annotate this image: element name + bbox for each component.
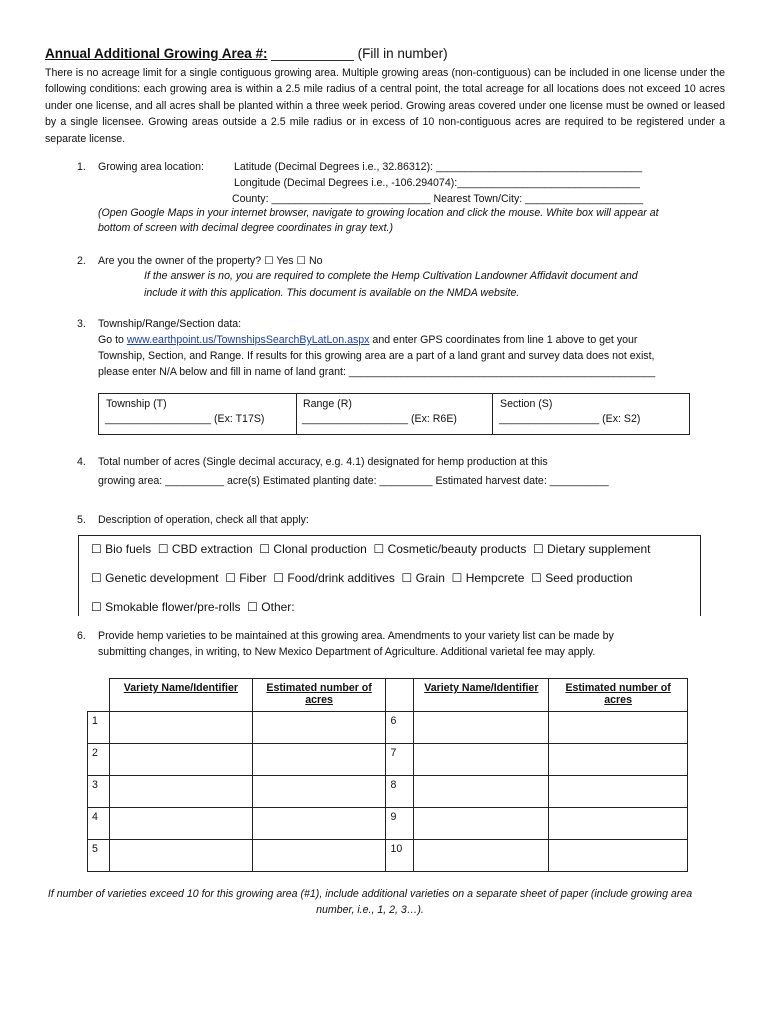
acres-cell[interactable] [549,776,688,808]
variety-cell[interactable] [414,744,549,776]
row-number: 8 [386,776,414,808]
checkbox-dietary-supplement[interactable]: ☐ Dietary supplement [533,542,651,556]
table-row [88,776,688,808]
variety-cell[interactable] [109,776,252,808]
row-number: 3 [88,776,110,808]
variety-cell[interactable] [109,808,252,840]
acres-cell[interactable] [252,744,386,776]
q2-note-line2: include it with this application. This document is available on the NMDA website. [144,287,520,299]
variety-cell[interactable] [109,840,252,872]
variety-cell[interactable] [414,840,549,872]
township-label: Township (T) [106,398,167,410]
checkbox-clonal-production[interactable]: ☐ Clonal production [259,542,367,556]
row-number: 7 [386,744,414,776]
variety-cell[interactable] [414,712,549,744]
row-number: 6 [386,712,414,744]
q6-line2: submitting changes, in writing, to New Mexico Department of Agriculture. Additional varietal fee may apply. [98,646,596,658]
township-field[interactable]: __________________ (Ex: T17S) [105,413,265,425]
checkbox-hempcrete[interactable]: ☐ Hempcrete [451,571,525,585]
q3-line2: Township, Section, and Range. If results for this growing area are a part of a land grant and survey data does not exist, [98,350,655,362]
table-header-row [88,679,688,712]
q3-line1 [98,334,637,346]
variety-table [87,678,688,872]
q3-label: Township/Range/Section data: [98,318,242,330]
q4-number: 4. [77,456,86,468]
county-town-field[interactable]: County: ___________________________ Nearest Town/City: ____________________ [232,193,643,205]
acres-cell[interactable] [549,808,688,840]
checkbox-genetic-development[interactable]: ☐ Genetic development [91,571,219,585]
q1-note-line1: (Open Google Maps in your internet browser, navigate to growing location and click the mouse. White box will appear at [98,207,659,219]
row-number: 9 [386,808,414,840]
acres-cell[interactable] [252,712,386,744]
checkbox-cbd-extraction[interactable]: ☐ CBD extraction [157,542,253,556]
latitude-field[interactable]: Latitude (Decimal Degrees i.e., 32.86312): ___________________________________ [234,161,643,173]
acres-cell[interactable] [252,776,386,808]
q5-number: 5. [77,514,86,526]
q1-number: 1. [77,161,86,173]
variety-cell[interactable] [414,776,549,808]
header-acres-right: Estimated number of acres [549,679,688,712]
intro-paragraph: There is no acreage limit for a single contiguous growing area. Multiple growing areas (non-contiguous) can be included in one license under the following conditions: each growing area is within a 2.5 mile radius of a central point, the total acreage for all locations does not exceed 10 acres under one license, and all acres shall be planted within a three week period. Growing areas covered under one license must be owned or leased by a single licensee. Growing areas outside a 2.5 mile radius or in excess of 10 non-contiguous acres are required to be registered under a separate license. [45,67,725,145]
q3-line1-pre: Go to [98,334,127,346]
acres-cell[interactable] [549,712,688,744]
land-grant-field[interactable]: please enter N/A below and fill in name of land grant: ____________________________________________________ [98,366,656,378]
q2-note-line1: If the answer is no, you are required to complete the Hemp Cultivation Landowner Affidavit document and [144,270,638,282]
table-row [88,840,688,872]
checkbox-cosmetic[interactable]: ☐ Cosmetic/beauty products [373,542,527,556]
table-row [88,744,688,776]
footer-note: If number of varieties exceed 10 for this growing area (#1), include additional varieties on a separate sheet of paper (include growing area number, i.e., 1, 2, 3…). [47,888,693,916]
acres-cell[interactable] [252,808,386,840]
checkbox-grain[interactable]: ☐ Grain [401,571,445,585]
q3-line1-post: and enter GPS coordinates from line 1 above to get your [369,334,638,346]
acres-cell[interactable] [252,840,386,872]
q2-number: 2. [77,255,86,267]
page-title [45,46,448,61]
row-number: 5 [88,840,110,872]
row-number: 1 [88,712,110,744]
q4-line1: Total number of acres (Single decimal accuracy, e.g. 4.1) designated for hemp production at this [98,456,548,468]
variety-cell[interactable] [109,712,252,744]
acres-cell[interactable] [549,840,688,872]
earthpoint-link[interactable]: www.earthpoint.us/TownshipsSearchByLatLon.aspx [126,334,370,346]
title-hint: (Fill in number) [357,46,448,61]
header-variety-left: Variety Name/Identifier [109,679,252,712]
longitude-field[interactable]: Longitude (Decimal Degrees i.e., -106.294074):_______________________________ [234,177,640,189]
section-label: Section (S) [500,398,553,410]
checkbox-other[interactable]: ☐ Other: [247,600,295,614]
q1-note-line2: bottom of screen with decimal degree coordinates in gray text.) [98,222,394,234]
q6-line1: Provide hemp varieties to be maintained at this growing area. Amendments to your variety list can be made by [98,630,614,642]
checkbox-fiber[interactable]: ☐ Fiber [225,571,267,585]
checkbox-seed-production[interactable]: ☐ Seed production [531,571,633,585]
row-number: 10 [386,840,414,872]
checkbox-bio-fuels[interactable]: ☐ Bio fuels [91,542,152,556]
range-label: Range (R) [303,398,352,410]
operation-checklist [78,535,701,616]
q3-number: 3. [77,318,86,330]
variety-cell[interactable] [109,744,252,776]
trs-box [98,393,690,435]
operation-row-1 [91,542,651,556]
section-field[interactable]: _________________ (Ex: S2) [499,413,641,425]
acres-dates-field[interactable]: growing area: __________ acre(s) Estimated planting date: _________ Estimated harvest date: __________ [98,475,609,487]
row-number: 4 [88,808,110,840]
header-variety-right: Variety Name/Identifier [414,679,549,712]
header-acres-left: Estimated number of acres [252,679,386,712]
q5-label: Description of operation, check all that apply: [98,514,309,526]
range-field[interactable]: __________________ (Ex: R6E) [302,413,457,425]
operation-row-3 [91,600,295,614]
variety-cell[interactable] [414,808,549,840]
title-blank[interactable]: ___________ [271,46,354,61]
owner-question[interactable]: Are you the owner of the property? ☐ Yes ☐ No [98,255,323,267]
q6-number: 6. [77,630,86,642]
acres-cell[interactable] [549,744,688,776]
checkbox-smokable-flower[interactable]: ☐ Smokable flower/pre-rolls [91,600,241,614]
row-number: 2 [88,744,110,776]
table-row [88,808,688,840]
operation-row-2 [91,571,633,585]
title-text: Annual Additional Growing Area #: [45,46,268,61]
table-row [88,712,688,744]
q1-label: Growing area location: [98,161,204,173]
checkbox-food-drink[interactable]: ☐ Food/drink additives [273,571,395,585]
